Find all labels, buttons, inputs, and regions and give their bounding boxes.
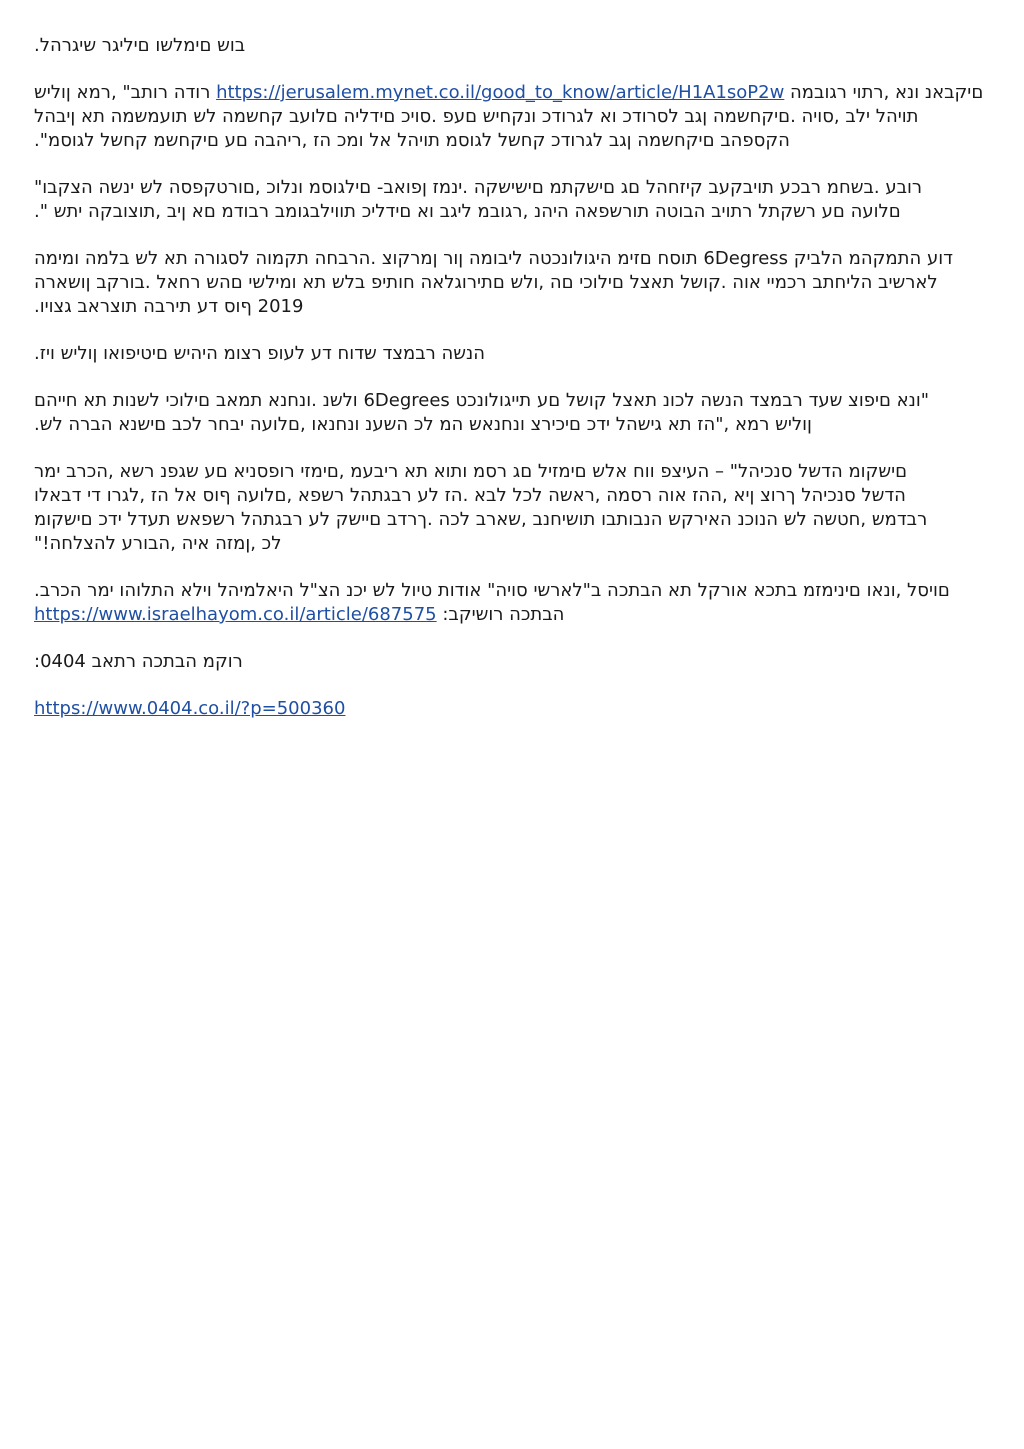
document-page: [34, 34, 992, 744]
paragraph-2: [34, 81, 992, 153]
paragraph-line-with-link: [34, 81, 992, 105]
text-segment: רודה רותב" ,רמא ןוליש: [34, 82, 217, 103]
paragraph-line-with-link: [34, 603, 992, 627]
paragraph-line: לכ ,ןמזה איה ,הבורע להצלחה!": [34, 533, 282, 554]
paragraph-1: [34, 34, 992, 58]
paragraph-line: 2019 ףוס דע תירבה תוצראב גצויו.: [34, 296, 304, 317]
paragraph-line: לארשיב הליחתב רכמיי אוה .קושל תאצל םילוכי םה ,ולש םתירוגלאה חותיפ בלש תא ומילשי םהש רחאל .בורקב ןושארה: [34, 272, 938, 293]
paragraph-line: רוקמ הבתכה רתאב 0404:: [34, 651, 243, 672]
paragraph-line: םלועה םע רשקתל רתויב הבוטה תורשפאה היהנ ,רגובמ ליגב וא םידליכ תווילבגומב רבודמ םא ןיב ,תוצובקה יתש ".: [34, 201, 901, 222]
0404-link[interactable]: https://www.0404.co.il/?p=500360: [34, 698, 346, 719]
paragraph-line: הדשל סנכיהל ךרוצ ןיא ,ההז אוה רסמה ,ראשה לכל לבא .הז לע רבגתהל רשפא ,םלועה ףוס אל הז ,לגרו די דבאלו: [34, 485, 906, 506]
paragraph-line: ןוליש רמא ,"הז תא גישהל ידכ םיכירצ ונחנאש המ לכ השענ ונחנאו ,םלועה יבחר לכב םישנא הברה לש.: [34, 414, 812, 435]
paragraph-line: רובע .בשחמ רבכע תויבקעב קיזחהל םג םישקתמ םישישקה .ינמז ןפואב- םילגוסמ ונלוכ ,םורטקפסה לש ינשה הצקבו": [34, 177, 923, 198]
paragraph-line: םישקומ הדשל סנכיהל" – העיצפ ווח אלש םימזיל םג רסמ ותוא תא ריבעמ ,םימזי רופסניא םע שגפנ רשא ,הכרב ימר: [34, 461, 908, 482]
paragraph-9: [34, 650, 992, 674]
paragraph-4: [34, 247, 992, 319]
paragraph-line: הקספהב םיקחשמה ןגב לגרודכ קחשל לגוסמ תויהל אל ומכ הז ,ריהבה םע םיקחשמ קחשל לגוסמ".: [34, 130, 790, 151]
paragraph-line: הנשה רבמצד שדוח דע לעופ רצומ היהיש םיטיפואו ןוליש ויז.: [34, 343, 485, 364]
text-segment: םיקבאנ ונא ,רתוי רגובמה: [784, 82, 984, 103]
jerusalem-mynet-link[interactable]: https://jerusalem.mynet.co.il/good_to_know/article/H1A1soP2w: [216, 82, 785, 103]
paragraph-line: םויסל ,ונאו םינימזמ בתכא אורקל תא הבתכה ב"לארשי סויה" אודות טיול לש יכנ הצ"ל היאלמיהל וילא התלוהו ימר הכרב.: [34, 580, 950, 601]
paragraph-line: רבדמש ,חטשה לש הנוכנ האירקש הנבותבו תושיחנב ,שארב לכה .ךרדב םיישק לע רבגתהל רשפאש תעדל ידכ םישקומ: [34, 509, 928, 530]
paragraph-line: תויהל ילב ,סויה .םיקחשמה ןגב לסרודכ וא לגרודכ ונקחיש םעפ .סויכ םידליה םלועב קחשמה לש תועמשמה תא ןיבהל: [34, 106, 919, 127]
paragraph-line-with-link: [34, 697, 992, 721]
paragraph-5: [34, 342, 992, 366]
paragraph-6: [34, 389, 992, 437]
paragraph-line: דוע התמקהמ הלביק 6Degress תוסח םזימ היגולונכטה ליבומה ןור ןמרקוצ .הרבחה תקמוה לסגורה תא לש בלמה ומימה: [34, 248, 953, 269]
paragraph-10: [34, 697, 992, 721]
paragraph-3: [34, 176, 992, 224]
paragraph-line: בוש םימלשו םיליגר שיגרהל.: [34, 35, 246, 56]
paragraph-7: [34, 460, 992, 556]
paragraph-8: [34, 579, 992, 627]
text-segment: הבתכה רושיקב:: [436, 604, 565, 625]
israelhayom-link[interactable]: https://www.israelhayom.co.il/article/687575: [34, 604, 437, 625]
paragraph-line: "ונא םיפוצ שעד רבמצד הנשה לכונ תאצל קושל םע תייגולונכט 6Degrees ולשנ .ונחנא תמאב םילוכי לשנות תא חייהם: [34, 390, 930, 411]
